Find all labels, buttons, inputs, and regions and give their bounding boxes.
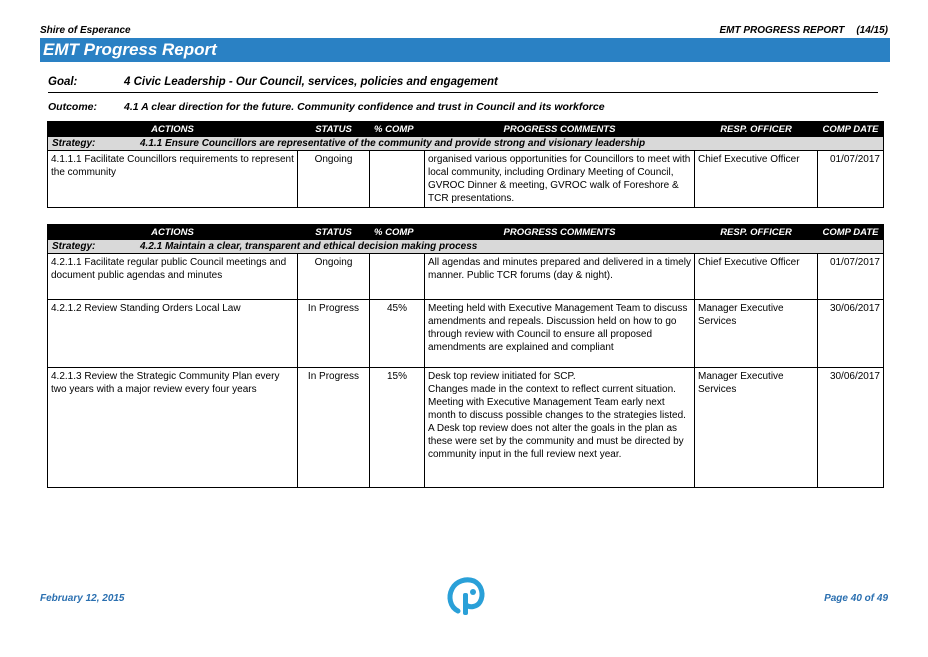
- page-title: EMT Progress Report: [43, 40, 217, 59]
- date-cell: 30/06/2017: [818, 300, 884, 368]
- officer-cell: Chief Executive Officer: [695, 254, 818, 300]
- comp-cell: 45%: [370, 300, 425, 368]
- action-cell: 4.2.1.2 Review Standing Orders Local Law: [48, 300, 298, 368]
- strategy-text: 4.1.1 Ensure Councillors are representative of the community and provide strong and visionary leadership: [140, 138, 646, 149]
- comp-cell: 15%: [370, 368, 425, 488]
- col-officer: RESP. OFFICER: [695, 122, 818, 137]
- table-row: [48, 300, 884, 368]
- goal-text: 4 Civic Leadership - Our Council, services, policies and engagement: [124, 76, 498, 88]
- comments-cell: organised various opportunities for Councillors to meet with local community, including Ordinary Meeting of Council, GVROC Dinner & meeting, GVROC walk of Foreshore & TCR presentations.: [425, 151, 695, 208]
- officer-cell: Manager Executive Services: [695, 300, 818, 368]
- report-name: EMT PROGRESS REPORT: [719, 25, 845, 36]
- col-comp: % COMP: [370, 122, 425, 137]
- actions-table-2: [47, 224, 884, 488]
- col-date: COMP DATE: [818, 225, 884, 240]
- title-banner: [40, 38, 890, 62]
- table-header-row: [48, 122, 884, 137]
- col-actions: ACTIONS: [48, 225, 298, 240]
- strategy-cell: [48, 137, 884, 151]
- date-cell: 30/06/2017: [818, 368, 884, 488]
- col-date: COMP DATE: [818, 122, 884, 137]
- goal-row: [48, 76, 878, 93]
- footer-date: February 12, 2015: [40, 593, 125, 604]
- table-row: [48, 368, 884, 488]
- section-page: (14/15): [856, 25, 888, 36]
- action-cell: 4.2.1.1 Facilitate regular public Council meetings and document public agendas and minutes: [48, 254, 298, 300]
- table-row: [48, 254, 884, 300]
- col-actions: ACTIONS: [48, 122, 298, 137]
- strategy-label: Strategy:: [52, 241, 96, 252]
- status-cell: Ongoing: [298, 151, 370, 208]
- outcome-text: 4.1 A clear direction for the future. Community confidence and trust in Council and its workforce: [124, 101, 605, 113]
- col-comp: % COMP: [370, 225, 425, 240]
- report-header: [719, 25, 888, 36]
- col-comments: PROGRESS COMMENTS: [425, 225, 695, 240]
- table-header-row: [48, 225, 884, 240]
- col-comments: PROGRESS COMMENTS: [425, 122, 695, 137]
- strategy-label: Strategy:: [52, 138, 96, 149]
- status-cell: In Progress: [298, 368, 370, 488]
- table-row: [48, 151, 884, 208]
- strategy-text: 4.2.1 Maintain a clear, transparent and ethical decision making process: [140, 241, 478, 252]
- comments-cell: Desk top review initiated for SCP. Changes made in the context to reflect current situation. Meeting with Executive Management Team early next month to discuss possible changes to the strategies listed. A Desk top review does not alter the goals in the plan as these were set by the community and must be directed by community input in the full review next year.: [425, 368, 695, 488]
- comments-cell: All agendas and minutes prepared and delivered in a timely manner. Public TCR forums (day & night).: [425, 254, 695, 300]
- strategy-cell: [48, 240, 884, 254]
- comp-cell: [370, 151, 425, 208]
- action-cell: 4.1.1.1 Facilitate Councillors requirements to represent the community: [48, 151, 298, 208]
- strategy-row: [48, 137, 884, 151]
- officer-cell: Chief Executive Officer: [695, 151, 818, 208]
- outcome-label: Outcome:: [48, 101, 98, 113]
- strategy-row: [48, 240, 884, 254]
- actions-table-1: [47, 121, 884, 208]
- col-officer: RESP. OFFICER: [695, 225, 818, 240]
- action-cell: 4.2.1.3 Review the Strategic Community Plan every two years with a major review every four years: [48, 368, 298, 488]
- comp-cell: [370, 254, 425, 300]
- comments-cell: Meeting held with Executive Management Team to discuss amendments and repeals. Discussion held on how to go through review with Council to ensure all proposed amendments are explained and compliant: [425, 300, 695, 368]
- footer-page: Page 40 of 49: [824, 593, 888, 604]
- date-cell: 01/07/2017: [818, 254, 884, 300]
- date-cell: 01/07/2017: [818, 151, 884, 208]
- col-status: STATUS: [298, 225, 370, 240]
- goal-label: Goal:: [48, 76, 78, 88]
- officer-cell: Manager Executive Services: [695, 368, 818, 488]
- status-cell: In Progress: [298, 300, 370, 368]
- col-status: STATUS: [298, 122, 370, 137]
- organisation-name: Shire of Esperance: [40, 25, 131, 36]
- status-cell: Ongoing: [298, 254, 370, 300]
- shire-logo: [444, 575, 488, 619]
